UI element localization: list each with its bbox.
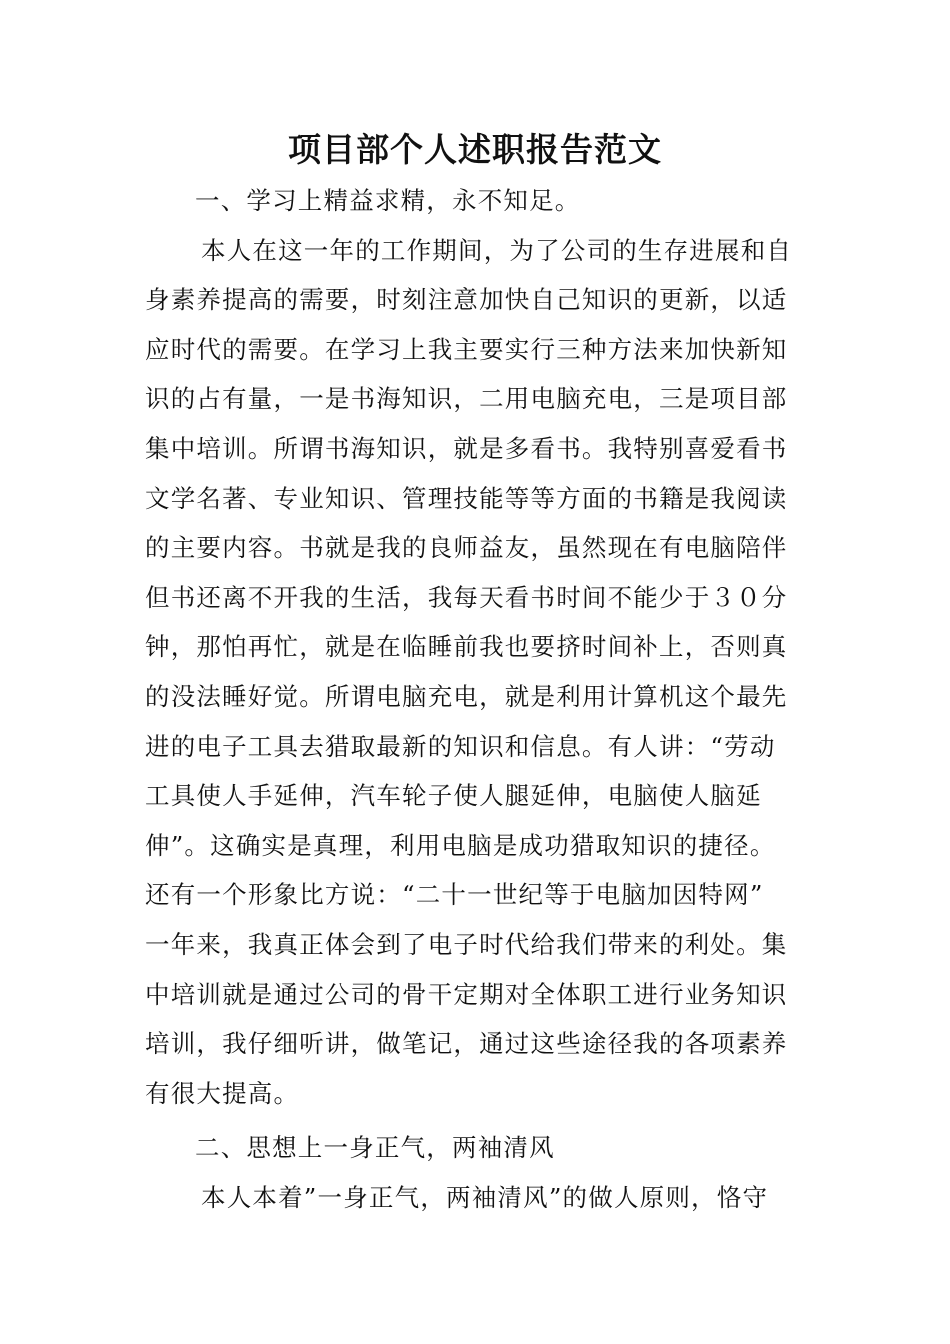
paragraph-line: 本人本着”一身正气，两袖清风”的做人原则，恪守 (201, 1182, 769, 1212)
paragraph-line: 工具使人手延伸，汽车轮子使人腿延伸，电脑使人脑延 (145, 781, 762, 811)
paragraph-line: 还有一个形象比方说：“二十一世纪等于电脑加因特网” (145, 880, 764, 910)
paragraph-line: 伸”。这确实是真理，利用电脑是成功猎取知识的捷径。 (145, 830, 776, 860)
paragraph-line: 集中培训。所谓书海知识，就是多看书。我特别喜爱看书 (145, 433, 788, 463)
paragraph-line: 身素养提高的需要，时刻注意加快自己知识的更新，以适 (145, 285, 788, 315)
document-title: 项目部个人述职报告范文 (288, 130, 662, 169)
paragraph-line: 的没法睡好觉。所谓电脑充电，就是利用计算机这个最先 (145, 681, 788, 711)
paragraph-line: 文学名著、专业知识、管理技能等等方面的书籍是我阅读 (145, 483, 788, 513)
paragraph-line: 进的电子工具去猎取最新的知识和信息。有人讲：“劳动 (145, 731, 776, 761)
paragraph-line: 有很大提高。 (145, 1078, 300, 1108)
paragraph-line: 中培训就是通过公司的骨干定期对全体职工进行业务知识 (145, 979, 788, 1009)
paragraph-line: 识的占有量，一是书海知识，二用电脑充电，三是项目部 (145, 384, 788, 414)
paragraph-line: 的主要内容。书就是我的良师益友，虽然现在有电脑陪伴 (145, 533, 788, 563)
document-body (145, 176, 810, 1222)
section-heading: 一、学习上精益求精，永不知足。 (195, 186, 581, 215)
paragraph-line: 培训，我仔细听讲，做笔记，通过这些途径我的各项素养 (145, 1029, 788, 1059)
paragraph-line: 钟，那怕再忙，就是在临睡前我也要挤时间补上，否则真 (145, 632, 788, 662)
paragraph-line: 一年来，我真正体会到了电子时代给我们带来的利处。集 (145, 929, 788, 959)
paragraph-line: 本人在这一年的工作期间，为了公司的生存进展和自 (201, 235, 793, 265)
paragraph-line: 应时代的需要。在学习上我主要实行三种方法来加快新知 (145, 334, 788, 364)
section-heading: 二、思想上一身正气，两袖清风 (195, 1133, 555, 1163)
paragraph-line: 但书还离不开我的生活，我每天看书时间不能少于３０分 (145, 582, 788, 612)
